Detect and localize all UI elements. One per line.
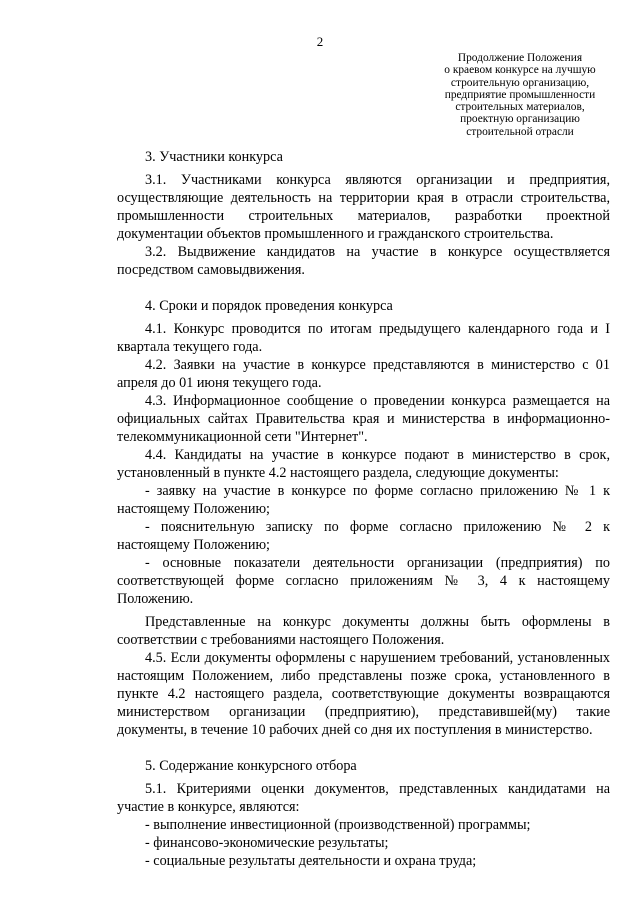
- paragraph: 3.2. Выдвижение кандидатов на участие в конкурсе осуществляется посредством самовыдвижения.: [117, 244, 610, 278]
- paragraph: Представленные на конкурс документы должны быть оформлены в соответствии с требованиями настоящего Положения.: [117, 614, 610, 648]
- list-item: - социальные результаты деятельности и охрана труда;: [145, 853, 477, 869]
- list-item: - пояснительную записку по форме согласно приложению № 2 к настоящему Положению;: [117, 519, 610, 553]
- paragraph: 4.5. Если документы оформлены с нарушением требований, установленных настоящим Положением, либо представлены позже срока, установленного в пункте 4.2 настоящего раздела, соответствующие документы возвращаются министерством организации (предприятию), представившей(му) такие документы, в течение 10 рабочих дней со дня их поступления в министерство.: [117, 650, 610, 738]
- header-line: о краевом конкурсе на лучшую: [444, 64, 596, 77]
- list-item: - выполнение инвестиционной (производственной) программы;: [145, 817, 531, 833]
- page-number: 2: [316, 34, 324, 49]
- list-item: - заявку на участие в конкурсе по форме согласно приложению № 1 к настоящему Положению;: [117, 483, 610, 517]
- paragraph: 4.4. Кандидаты на участие в конкурсе подают в министерство в срок, установленный в пункте 4.2 настоящего раздела, следующие документы:: [117, 447, 610, 481]
- paragraph: 3.1. Участниками конкурса являются организации и предприятия, осуществляющие деятельность на территории края в отрасли строительства, промышленности строительных материалов, разработки проектной документации объектов промышленного и гражданского строительства.: [117, 172, 610, 242]
- header-line: строительной отрасли: [466, 125, 574, 138]
- paragraph: 4.2. Заявки на участие в конкурсе представляются в министерство с 01 апреля до 01 июня текущего года.: [117, 357, 610, 391]
- section-heading: 5. Содержание конкурсного отбора: [145, 758, 357, 774]
- header-line: проектную организацию: [460, 113, 580, 126]
- paragraph: 4.1. Конкурс проводится по итогам предыдущего календарного года и I квартала текущего года.: [117, 321, 610, 355]
- list-item: - финансово-экономические результаты;: [145, 835, 389, 851]
- list-item: - основные показатели деятельности организации (предприятия) по соответствующей форме согласно приложениям № 3, 4 к настоящему Положению.: [117, 555, 610, 607]
- header-line: строительных материалов,: [455, 101, 585, 114]
- paragraph: 4.3. Информационное сообщение о проведении конкурса размещается на официальных сайтах Правительства края и министерства в информационно-телекоммуникационной сети "Интернет".: [117, 393, 610, 445]
- section-heading: 4. Сроки и порядок проведения конкурса: [145, 298, 393, 314]
- section-heading: 3. Участники конкурса: [145, 149, 283, 165]
- document-body: [117, 148, 610, 870]
- header-line: Продолжение Положения: [457, 52, 583, 64]
- header-line: предприятие промышленности: [444, 88, 596, 101]
- paragraph: 5.1. Критериями оценки документов, представленных кандидатами на участие в конкурсе, являются:: [117, 781, 610, 815]
- header-line: строительную организацию,: [450, 76, 590, 89]
- continuation-header: [418, 52, 622, 138]
